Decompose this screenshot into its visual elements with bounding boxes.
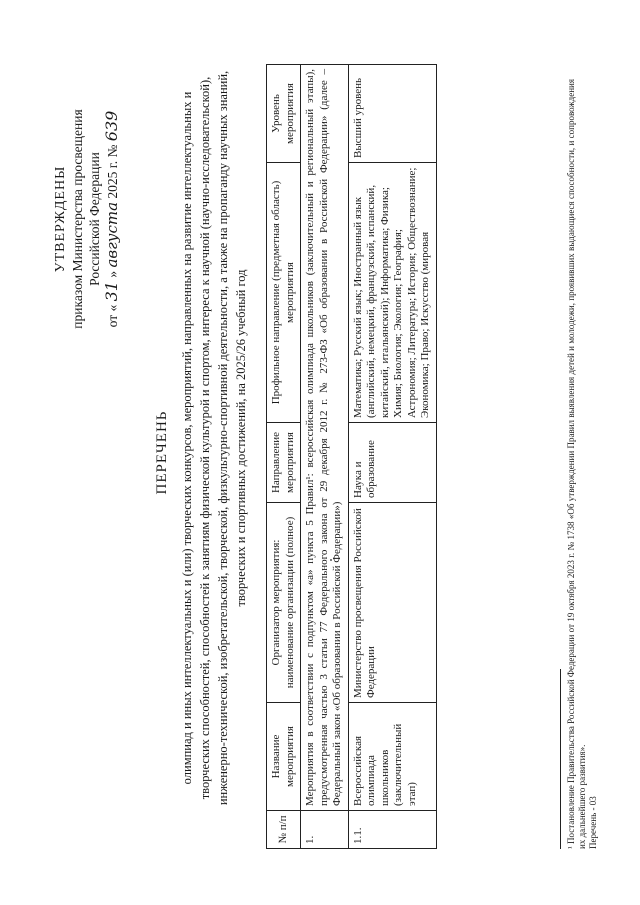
approval-date-line bbox=[103, 89, 121, 349]
date-year: 2025 г. № bbox=[105, 144, 120, 199]
header-level: Уровень мероприятия bbox=[267, 65, 301, 163]
footnote bbox=[566, 79, 599, 849]
header-name: Название мероприятия bbox=[267, 703, 301, 811]
document-intro: олимпиад и иных интеллектуальных и (или) творческих конкурсов, мероприятий, направленных на развитие интеллектуальных и творческих способностей, способностей к занятиям физической культурой и спортом, интереса к научной (научно-исследовательской), инженерно-технической, изобретательской, творческой, физкультурно-спортивной деятельности, а также на пропаганду научных знаний, творческих и спортивных достижений, на 2025/26 учебный год bbox=[180, 70, 248, 806]
table-header-row bbox=[267, 65, 301, 849]
header-profile: Профильное направление (предметная область) мероприятия bbox=[267, 163, 301, 423]
approval-line-2: Российской Федерации bbox=[87, 152, 102, 286]
row-num: 1.1. bbox=[348, 811, 436, 849]
row-level: Высший уровень bbox=[348, 65, 436, 163]
date-mid: » bbox=[105, 270, 120, 278]
table-row bbox=[348, 65, 436, 849]
events-table bbox=[266, 64, 437, 849]
handwritten-number: 639 bbox=[102, 110, 121, 142]
approval-block bbox=[52, 89, 121, 349]
row-organizer: Министерство просвещения Российской Федерации bbox=[348, 503, 436, 703]
document-title: ПЕРЕЧЕНЬ bbox=[154, 410, 170, 495]
section-row bbox=[301, 65, 349, 849]
approval-line-1: приказом Министерства просвещения bbox=[70, 109, 85, 329]
page-code: Перечень - 03 bbox=[588, 796, 598, 849]
header-num: № п/п bbox=[267, 811, 301, 849]
approval-heading: УТВЕРЖДЕНЫ bbox=[53, 165, 68, 273]
header-organizer: Организатор мероприятия: наименование организации (полное) bbox=[267, 503, 301, 703]
header-direction: Направление мероприятия bbox=[267, 423, 301, 503]
footnote-text: ¹ Постановление Правительства Российской Федерации от 19 октября 2023 г. № 1738 «Об утверждении Правил выявления детей и молодежи, проявивших выдающиеся способности, и сопровождения их дальнейшего развития». bbox=[566, 79, 587, 849]
handwritten-day: 31 bbox=[102, 281, 121, 302]
section-text: Мероприятия в соответствии с подпунктом «а» пункта 5 Правил¹: всероссийская олимпиада школьников (заключительный и региональный этапы), предусмотренная частью 3 статьи 77 Федерального закона от 29 декабря 2012 г. № 273-ФЗ «Об образовании в Российской Федерации» (далее – Федеральный закон «Об образовании в Российской Федерации») bbox=[301, 65, 349, 811]
row-profile: Математика; Русский язык; Иностранный язык (английский, немецкий, французский, испанский, китайский, итальянский); Информатика; Физика; Химия; Биология; Экология; География; Астрономия; Литература; История; Обществознание; Экономика; Право; Искусство (мировая bbox=[348, 163, 436, 423]
row-direction: Наука и образование bbox=[348, 423, 436, 503]
section-num: 1. bbox=[301, 811, 349, 849]
handwritten-month: августа bbox=[103, 201, 121, 268]
date-prefix: от « bbox=[105, 304, 120, 328]
footnote-separator bbox=[560, 669, 561, 849]
row-name: Всероссийская олимпиада школьников (заключительный этап) bbox=[348, 703, 436, 811]
